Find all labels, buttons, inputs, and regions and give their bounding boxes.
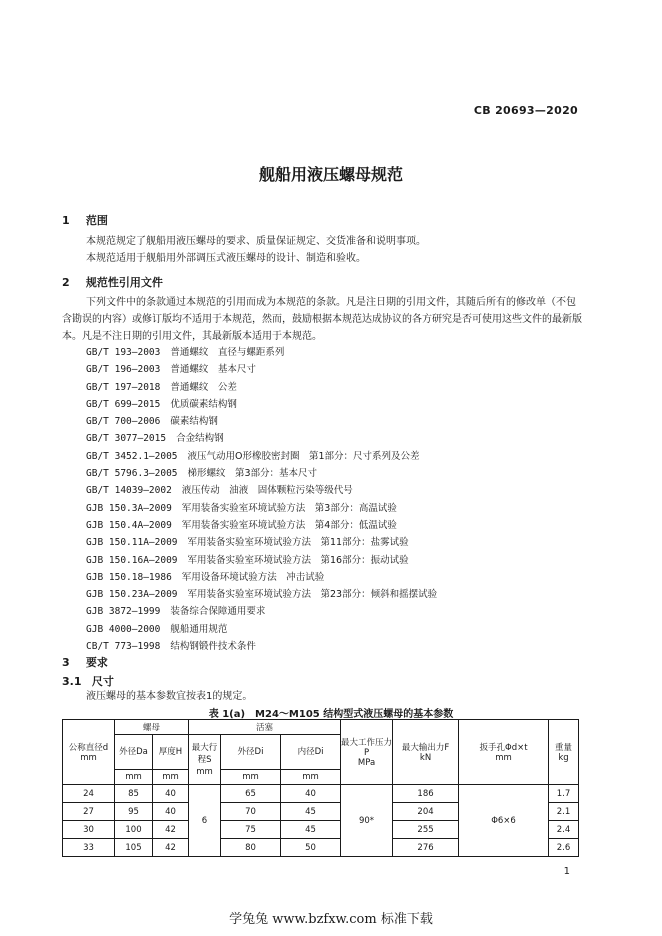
reference-item [86,500,437,517]
reference-item [86,534,437,551]
reference-code: GB/T 14039—2002 [86,485,172,497]
section-title: 规范性引用文件 [85,276,163,289]
cell-nut-thickness: 40 [153,785,189,803]
header-piston-outer-diameter: 外径Di [221,735,281,770]
reference-code: GJB 150.16A—2009 [86,554,178,566]
section-title: 要求 [85,656,108,669]
reference-code: GJB 150.18—1986 [86,571,172,583]
cell-max-pressure: 90* [341,785,393,857]
parameter-table [62,719,579,857]
cell-nominal-diameter: 27 [63,803,115,821]
reference-name: 液压气动用O形橡胶密封圈 第1部分：尺寸系列及公差 [187,450,420,462]
unit-cell: mm [115,770,153,785]
subsection-title: 尺寸 [91,675,114,688]
page-number: 1 [563,866,570,877]
cell-weight: 2.4 [549,821,579,839]
reference-item [86,361,437,378]
watermark: 学兔兔 www.bzfxw.com 标准下载 [229,912,433,927]
cell-wrench-hole: Φ6×6 [459,785,549,857]
reference-code: CB/T 773—1998 [86,641,161,653]
reference-item [86,517,437,534]
header-max-stroke: 最大行程S mm [189,735,221,785]
cell-weight: 2.6 [549,839,579,857]
unit-cell: mm [221,770,281,785]
reference-code: GB/T 3452.1—2005 [86,450,178,462]
table-title: 表 1(a) M24～M105 结构型式液压螺母的基本参数 [208,709,454,720]
header-max-force: 最大输出力F kN [393,720,459,785]
reference-item [86,465,437,482]
reference-item [86,638,437,655]
cell-nominal-diameter: 24 [63,785,115,803]
header-nut-thickness: 厚度H [153,735,189,770]
reference-item [86,430,437,447]
cell-nominal-diameter: 33 [63,839,115,857]
cell-max-force: 204 [393,803,459,821]
reference-name: 军用装备实验室环境试验方法 第3部分：高温试验 [181,502,397,514]
section-2-paragraph: 下列文件中的条款通过本规范的引用而成为本规范的条款。凡是注日期的引用文件，其随后所有的修改单（不包含勘误的内容）或修订版均不适用于本规范，然而，鼓励根据本规范达成协议的各方研究是否可使用这些文件的最新版本。凡是不注日期的引用文件，其最新版本适用于本规范。 [62,297,582,342]
reference-code: GB/T 700—2006 [86,416,161,428]
reference-name: 普通螺纹 公差 [170,381,237,393]
subsection-number: 3.1 [62,675,82,688]
section-1-paragraph-2: 本规范适用于舰船用外部调压式液压螺母的设计、制造和验收。 [86,253,366,264]
reference-code: GJB 150.11A—2009 [86,537,178,549]
header-nominal-diameter: 公称直径d mm [63,720,115,785]
reference-item [86,396,437,413]
cell-max-force: 276 [393,839,459,857]
cell-piston-inner-diameter: 45 [281,821,341,839]
reference-name: 舰船通用规范 [170,623,228,635]
reference-name: 军用装备实验室环境试验方法 第23部分：倾斜和摇摆试验 [187,589,438,601]
reference-code: GB/T 197—2018 [86,381,161,393]
cell-nut-thickness: 42 [153,821,189,839]
reference-name: 碳素结构钢 [170,416,218,428]
section-number: 3 [62,656,70,669]
reference-item [86,603,437,620]
reference-name: 液压传动 油液 固体颗粒污染等级代号 [181,485,353,497]
standard-code: CB 20693—2020 [473,104,578,117]
reference-code: GJB 3872—1999 [86,606,161,618]
cell-nominal-diameter: 30 [63,821,115,839]
reference-code: GJB 150.23A—2009 [86,589,178,601]
subsection-3-1-text: 液压螺母的基本参数宜按表1的规定。 [86,691,253,702]
cell-nut-outer-diameter: 95 [115,803,153,821]
unit-cell: mm [153,770,189,785]
cell-nut-thickness: 40 [153,803,189,821]
reference-list [86,344,437,655]
cell-nut-outer-diameter: 100 [115,821,153,839]
cell-piston-inner-diameter: 50 [281,839,341,857]
cell-nut-thickness: 42 [153,839,189,857]
section-number: 2 [62,276,70,289]
reference-item [86,586,437,603]
header-wrench-hole: 扳手孔Φd×t mm [459,720,549,785]
unit-cell: mm [281,770,341,785]
reference-item [86,621,437,638]
reference-name: 军用装备实验室环境试验方法 第4部分：低温试验 [181,519,397,531]
reference-name: 结构钢锻件技术条件 [170,641,256,653]
cell-weight: 2.1 [549,803,579,821]
cell-piston-outer-diameter: 80 [221,839,281,857]
reference-item [86,379,437,396]
section-1-heading [62,212,108,228]
reference-name: 普通螺纹 基本尺寸 [170,364,256,376]
reference-item [86,569,437,586]
cell-piston-inner-diameter: 40 [281,785,341,803]
reference-code: GJB 4000—2000 [86,623,161,635]
reference-item [86,482,437,499]
subsection-3-1-heading [62,673,114,689]
reference-code: GB/T 699—2015 [86,398,161,410]
reference-name: 梯形螺纹 第3部分：基本尺寸 [187,468,318,480]
cell-max-force: 255 [393,821,459,839]
reference-name: 合金结构钢 [176,433,224,445]
reference-item [86,344,437,361]
header-nut-outer-diameter: 外径Da [115,735,153,770]
reference-item [86,413,437,430]
header-piston: 活塞 [189,720,341,735]
cell-max-force: 186 [393,785,459,803]
reference-name: 军用设备环境试验方法 冲击试验 [181,571,325,583]
cell-piston-outer-diameter: 70 [221,803,281,821]
section-2-heading [62,274,163,290]
reference-name: 优质碳素结构钢 [170,398,237,410]
reference-code: GB/T 196—2003 [86,364,161,376]
document-title: 舰船用液压螺母规范 [258,165,403,184]
reference-name: 装备综合保障通用要求 [170,606,266,618]
header-piston-inner-diameter: 内径Di [281,735,341,770]
reference-item [86,448,437,465]
reference-code: GB/T 193—2003 [86,347,161,358]
reference-code: GJB 150.4A—2009 [86,519,172,531]
header-weight: 重量 kg [549,720,579,785]
cell-piston-outer-diameter: 75 [221,821,281,839]
reference-code: GB/T 5796.3—2005 [86,468,178,480]
cell-piston-inner-diameter: 45 [281,803,341,821]
section-1-paragraph-1: 本规范规定了舰船用液压螺母的要求、质量保证规定、交货准备和说明事项。 [86,236,426,247]
reference-code: GJB 150.3A—2009 [86,502,172,514]
header-nut: 螺母 [115,720,189,735]
cell-weight: 1.7 [549,785,579,803]
reference-name: 军用装备实验室环境试验方法 第16部分：振动试验 [187,554,409,566]
section-number: 1 [62,214,70,227]
reference-name: 军用装备实验室环境试验方法 第11部分：盐雾试验 [187,537,409,549]
cell-piston-outer-diameter: 65 [221,785,281,803]
reference-code: GB/T 3077—2015 [86,433,167,445]
header-max-pressure: 最大工作压力 P MPa [341,720,393,785]
cell-nut-outer-diameter: 85 [115,785,153,803]
reference-item [86,552,437,569]
table-row [63,785,579,803]
section-3-heading [62,654,108,670]
reference-name: 普通螺纹 直径与螺距系列 [170,347,285,358]
cell-nut-outer-diameter: 105 [115,839,153,857]
cell-max-stroke: 6 [189,785,221,857]
section-title: 范围 [85,214,108,227]
